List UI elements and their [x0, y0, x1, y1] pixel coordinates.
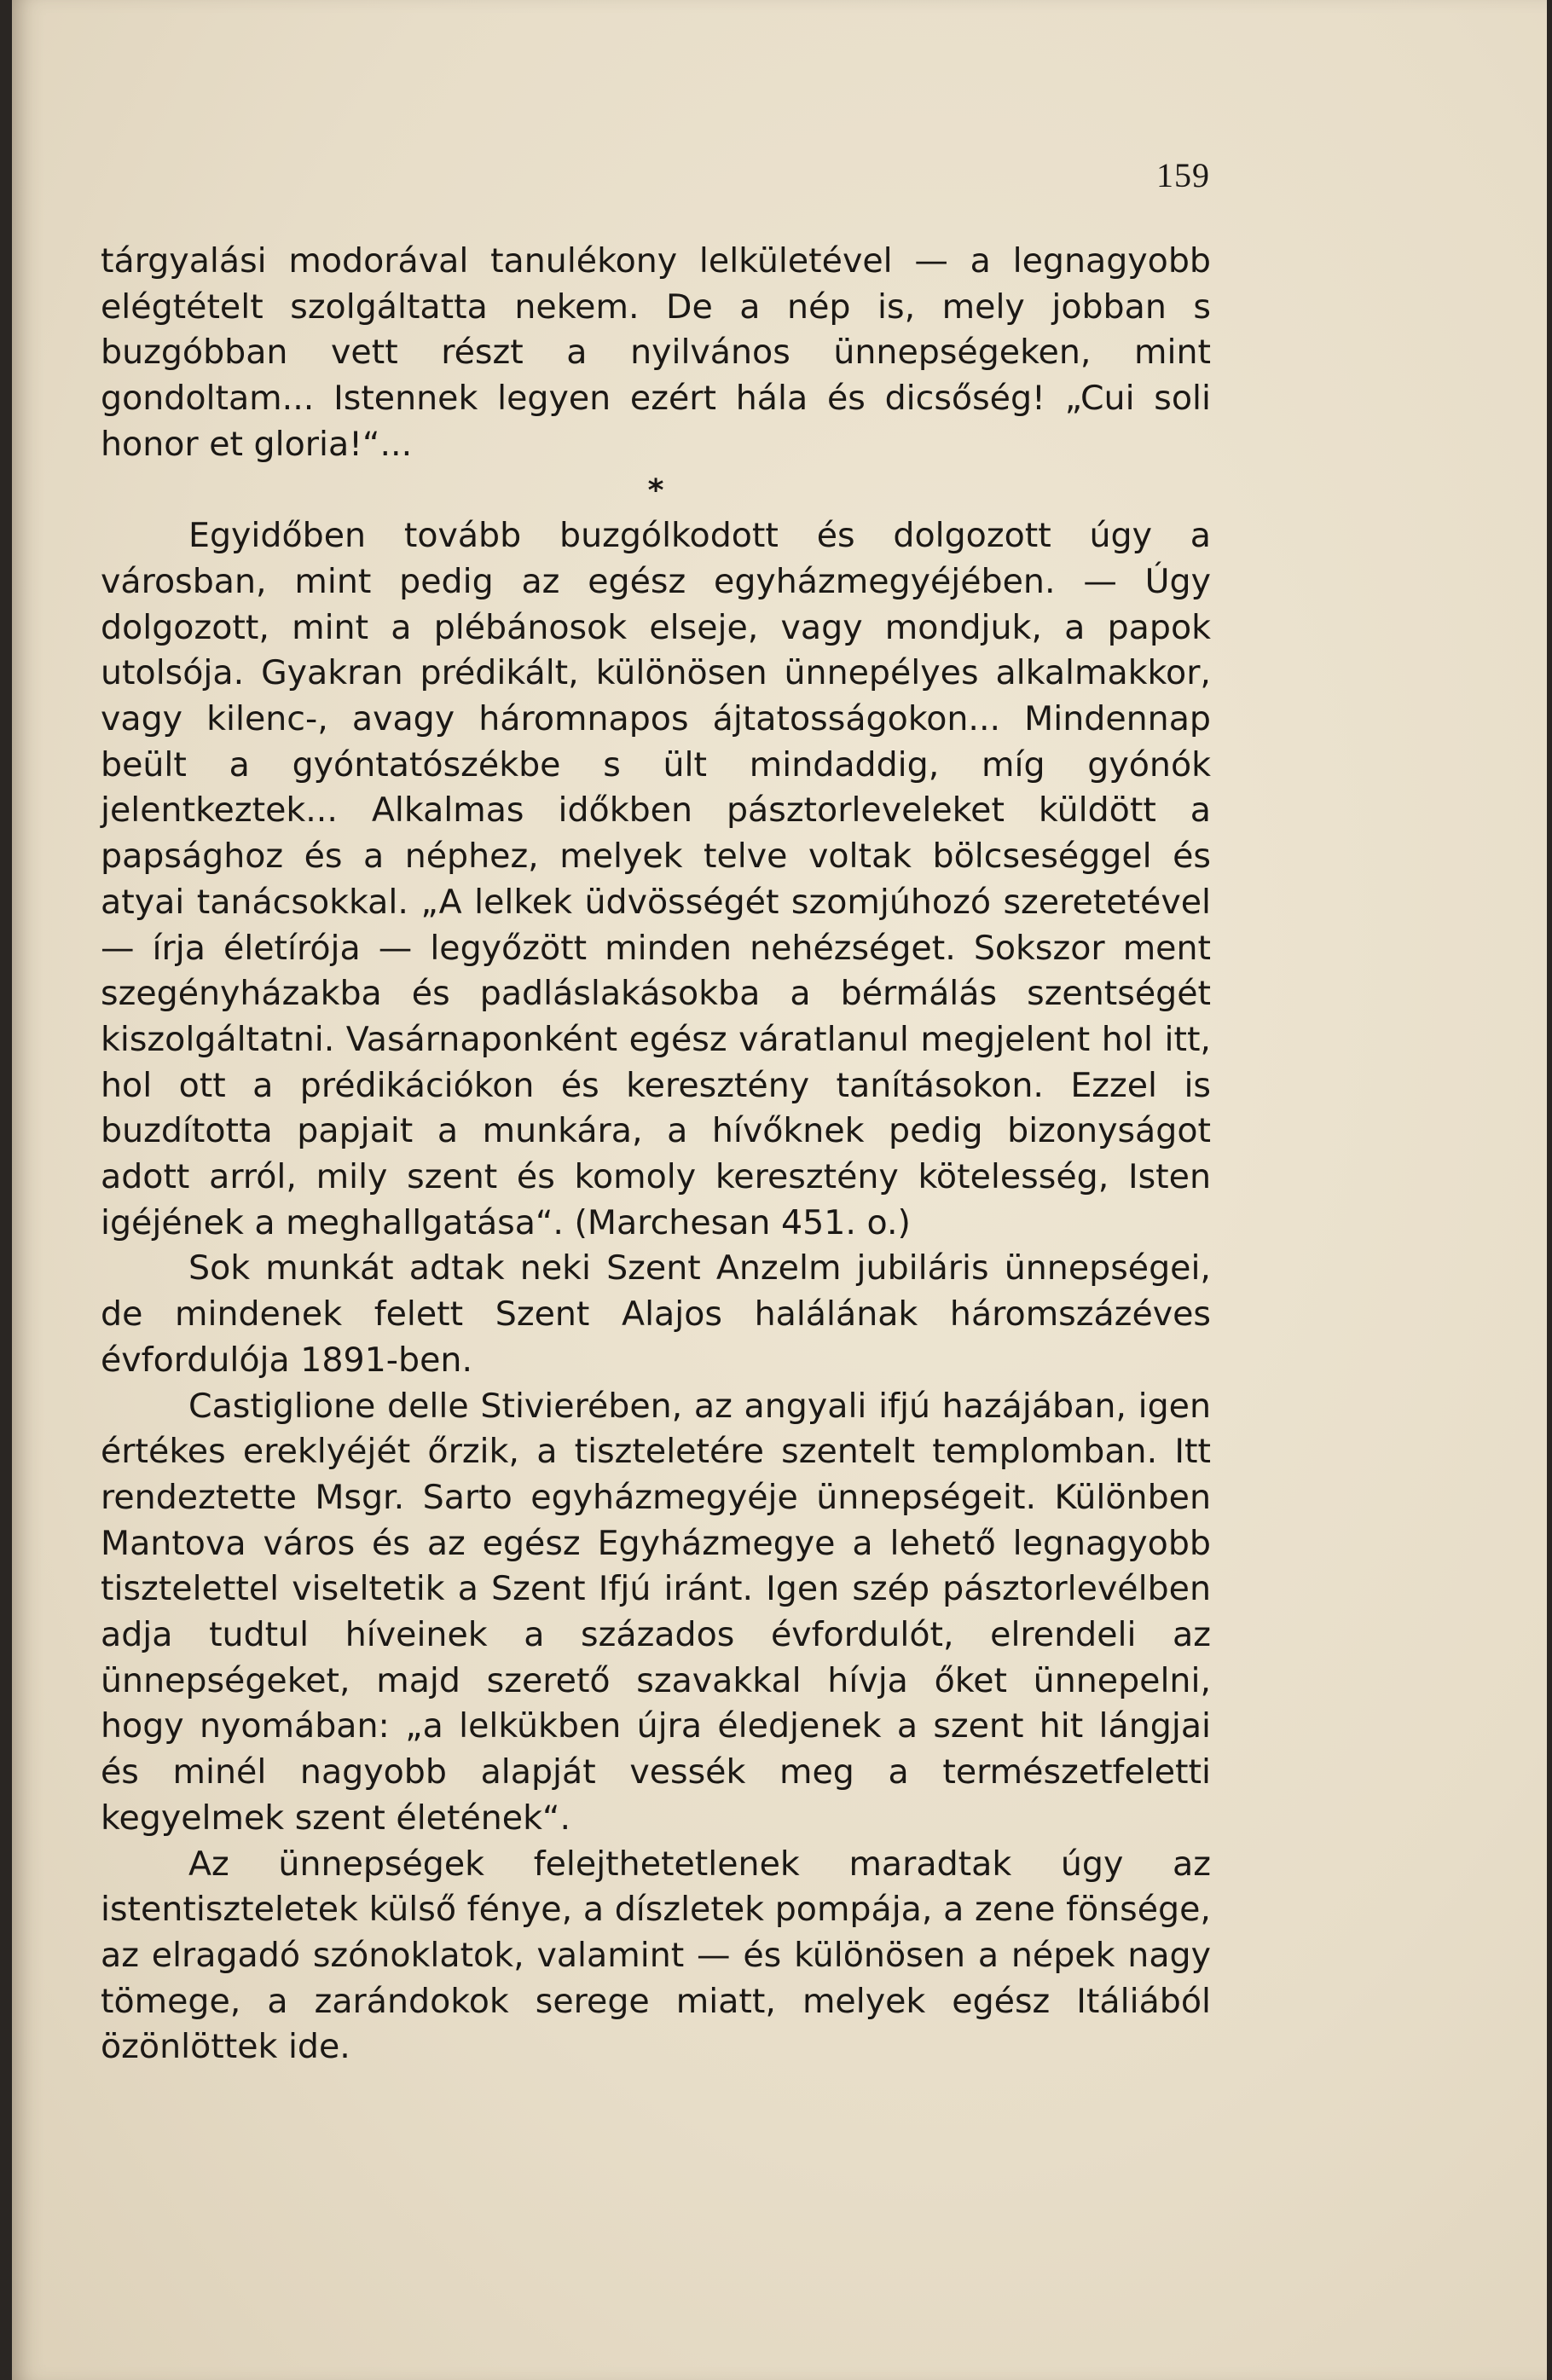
book-page — [12, 0, 1547, 2380]
page-number: 159 — [1156, 156, 1210, 194]
paragraph-5: Az ünnepségek felejthetetlenek maradtak úgy az istentiszteletek külső fénye, a díszletek pompája, a zene fönsége, az elragadó szónoklatok, valamint — és különösen a népek nagy tömege, a zarándokok serege miatt, melyek egész Itáliából özönlöttek ide. — [101, 1844, 1211, 2067]
paragraph-1: tárgyalási modorával tanulékony lelkületével — a legnagyobb elégtételt szolgáltatta nekem. De a nép is, mely jobban s buzgóbban vett részt a nyilvános ünnepségeken, mint gondoltam... Istennek legyen ezért hála és dicsőség! „Cui soli honor et gloria!“... — [101, 241, 1211, 464]
section-separator: * — [647, 472, 664, 508]
body-text — [101, 239, 1211, 2070]
paragraph-4: Castiglione delle Stivierében, az angyali ifjú hazájában, igen értékes ereklyéjét őrzik, a tiszteletére szentelt templomban. Itt rendeztette Msgr. Sarto egyházmegyéje ünnepségeit. Különben Mantova város és az egész Egyházmegye a lehető legnagyobb tisztelettel viseltetik a Szent Ifjú iránt. Igen szép pásztorlevélben adja tudtul híveinek a százados évfordulót, elrendeli az ünnepségeket, majd szerető szavakkal hívja őket ünnepelni, hogy nyomában: „a lelkükben újra éledjenek a szent hit lángjai és minél nagyobb alapját vessék meg a természetfeletti kegyelmek szent életének“. — [101, 1386, 1211, 1838]
paragraph-3: Sok munkát adtak neki Szent Anzelm jubiláris ünnepségei, de mindenek felett Szent Alajos halálának háromszázéves évfordulója 1891-ben. — [101, 1248, 1211, 1380]
paragraph-2: Egyidőben tovább buzgólkodott és dolgozott úgy a városban, mint pedig az egész egyházmegyéjében. — Úgy dolgozott, mint a plébánosok elseje, vagy mondjuk, a papok utolsója. Gyakran prédikált, különösen ünnepélyes alkalmakkor, vagy kilenc-, avagy háromnapos ájtatosságokon... Mindennap beült a gyóntatószékbe s ült mindaddig, míg gyónók jelentkeztek... Alkalmas időkben pásztorleveleket küldött a papsághoz és a néphez, melyek telve voltak bölcseséggel és atyai tanácsokkal. „A lelkek üdvösségét szomjúhozó szeretetével — írja életírója — legyőzött minden nehézséget. Sokszor ment szegényházakba és padláslakásokba a bérmálás szentségét kiszolgáltatni. Vasárnaponként egész váratlanul megjelent hol itt, hol ott a prédikációkon és keresztény tanításokon. Ezzel is buzdította papjait a munkára, a hívőknek pedig bizonyságot adott arról, mily szent és komoly keresztény kötelesség, Isten igéjének a meghallgatása“. (Marchesan 451. o.) — [101, 516, 1211, 1242]
